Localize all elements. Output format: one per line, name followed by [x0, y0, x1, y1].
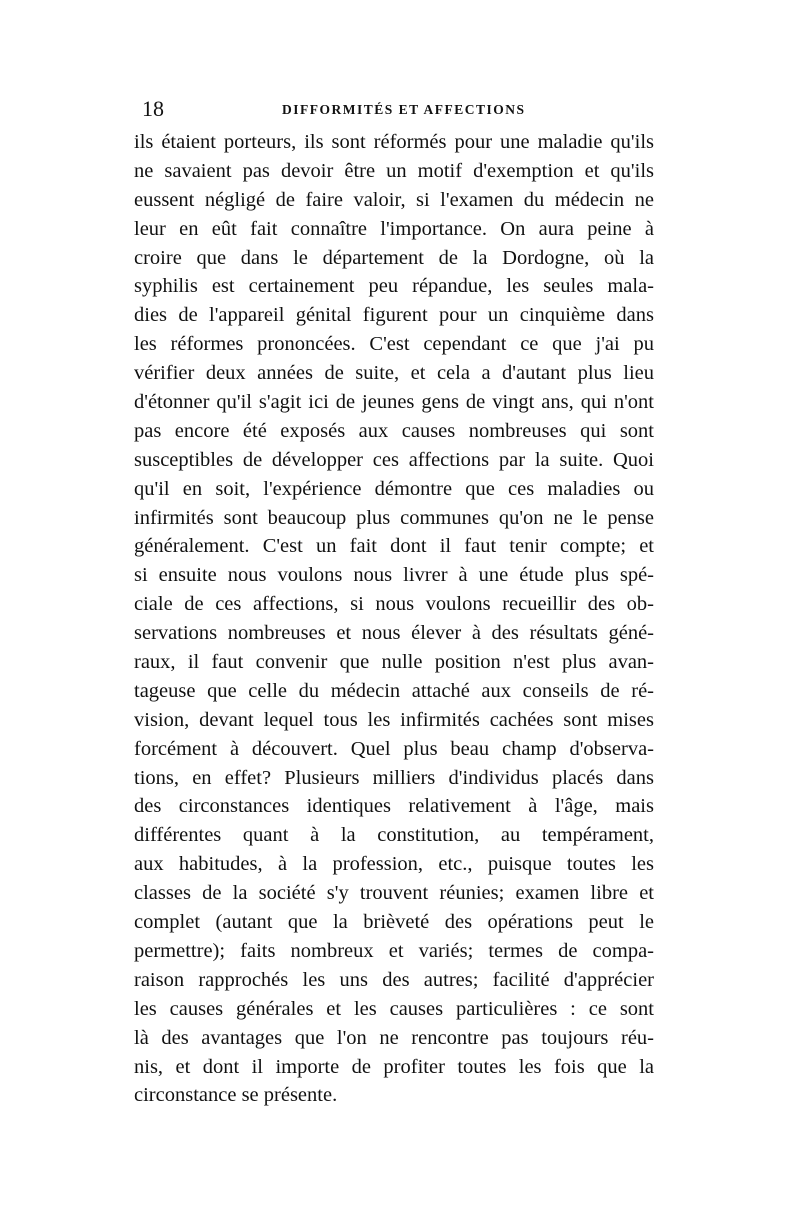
text-line: vérifier deux années de suite, et cela a d'autant plus lieu: [134, 362, 654, 385]
text-line: aux habitudes, à la profession, etc., puisque toutes les: [134, 853, 654, 876]
text-line: les réformes prononcées. C'est cependant ce que j'ai pu: [134, 333, 654, 356]
text-line: d'étonner qu'il s'agit ici de jeunes gens de vingt ans, qui n'ont: [134, 391, 654, 414]
text-line: infirmités sont beaucoup plus communes qu'on ne le pense: [134, 506, 654, 529]
text-line: croire que dans le département de la Dordogne, où la: [134, 246, 654, 269]
text-line: permettre); faits nombreux et variés; termes de compa-: [134, 939, 654, 962]
body-text: [134, 128, 654, 1110]
text-line: différentes quant à la constitution, au tempérament,: [134, 824, 654, 847]
text-line: les causes générales et les causes particulières : ce sont: [134, 997, 654, 1020]
text-line: susceptibles de développer ces affections par la suite. Quoi: [134, 448, 654, 471]
text-line: si ensuite nous voulons nous livrer à une étude plus spé-: [134, 564, 654, 587]
text-line: raux, il faut convenir que nulle position n'est plus avan-: [134, 651, 654, 674]
text-line: raison rapprochés les uns des autres; facilité d'apprécier: [134, 968, 654, 991]
text-line: forcément à découvert. Quel plus beau champ d'observa-: [134, 737, 654, 760]
text-line: tageuse que celle du médecin attaché aux conseils de ré-: [134, 679, 654, 702]
text-line: des circonstances identiques relativement à l'âge, mais: [134, 795, 654, 818]
text-line: pas encore été exposés aux causes nombreuses qui sont: [134, 419, 654, 442]
text-line: ciale de ces affections, si nous voulons recueillir des ob-: [134, 593, 654, 616]
page-header: [132, 96, 662, 122]
text-line: leur en eût fait connaître l'importance. On aura peine à: [134, 217, 654, 240]
text-line: servations nombreuses et nous élever à des résultats géné-: [134, 622, 654, 645]
text-line: généralement. C'est un fait dont il faut tenir compte; et: [134, 535, 654, 558]
page-number: 18: [142, 96, 164, 121]
running-title: DIFFORMITÉS ET AFFECTIONS: [282, 102, 526, 117]
text-line: classes de la société s'y trouvent réunies; examen libre et: [134, 882, 654, 905]
text-line: vision, devant lequel tous les infirmités cachées sont mises: [134, 708, 654, 731]
text-line: complet (autant que la brièveté des opérations peut le: [134, 911, 654, 934]
text-line: nis, et dont il importe de profiter toutes les fois que la: [134, 1055, 654, 1078]
text-line: qu'il en soit, l'expérience démontre que ces maladies ou: [134, 477, 654, 500]
text-line: syphilis est certainement peu répandue, les seules mala-: [134, 275, 654, 298]
text-line: dies de l'appareil génital figurent pour un cinquième dans: [134, 304, 654, 327]
text-line: eussent négligé de faire valoir, si l'examen du médecin ne: [134, 188, 654, 211]
text-line: circonstance se présente.: [134, 1084, 338, 1107]
text-line: ne savaient pas devoir être un motif d'exemption et qu'ils: [134, 159, 654, 182]
text-line: tions, en effet? Plusieurs milliers d'individus placés dans: [134, 766, 654, 789]
text-line: là des avantages que l'on ne rencontre pas toujours réu-: [134, 1026, 654, 1049]
text-line: ils étaient porteurs, ils sont réformés pour une maladie qu'ils: [134, 131, 654, 153]
